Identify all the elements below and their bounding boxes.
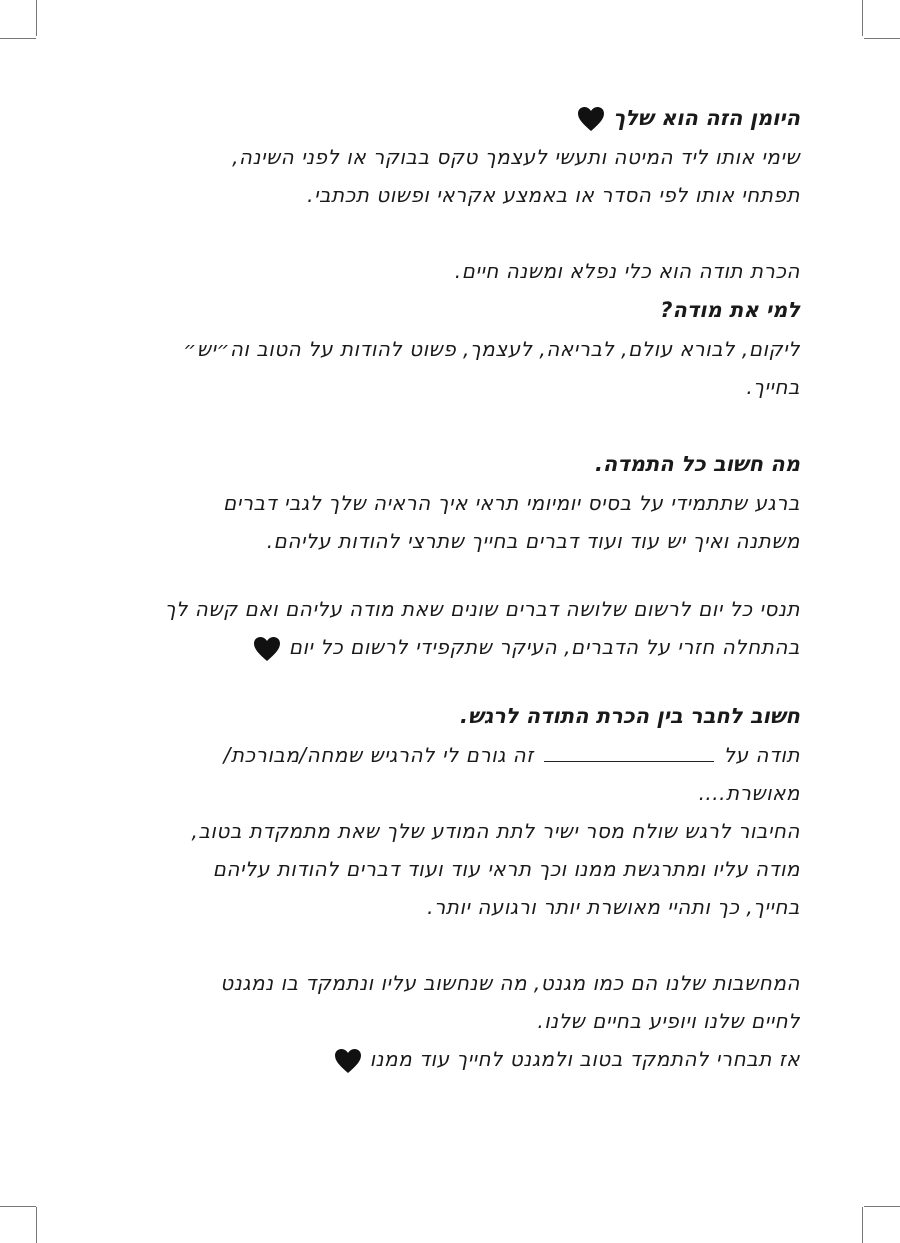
section6-line-3: אז תבחרי להתמקד בטוב ולמגנט לחייך עוד ממנו (100, 1040, 800, 1078)
section2-line-1: ליקום, לבורא עולם, לבריאה, לעצמך, פשוט להודות על הטוב וה״יש״ (183, 337, 800, 361)
crop-mark-top-left (36, 0, 37, 36)
section5-template-cont: מאושרת.... (698, 781, 800, 805)
section2-line-2: בחייך. (746, 375, 800, 399)
journal-page (100, 98, 800, 1078)
crop-mark-bottom-right (862, 1207, 863, 1243)
section1-line-1: שימי אותו ליד המיטה ותעשי לעצמך טקס בבוקר או לפני השינה, (232, 145, 800, 169)
crop-mark-bottom-left (36, 1207, 37, 1243)
heart-icon (334, 1048, 362, 1074)
fill-in-blank (544, 739, 714, 762)
section6-line-1: המחשבות שלנו הם כמו מגנט, מה שנחשוב עליו ונתמקד בו נמגנט (220, 971, 800, 995)
heart-icon (577, 106, 605, 132)
section5-template-line: תודה עלזה גורם לי להרגיש שמחה/מבורכת/ (100, 736, 800, 774)
section2-statement: הכרת תודה הוא כלי נפלא ומשנה חיים. (454, 259, 800, 283)
section5-title: חשוב לחבר בין הכרת התודה לרגש. (460, 704, 800, 728)
section5-line-1: החיבור לרגש שולח מסר ישיר לתת המודע שלך שאת מתמקדת בטוב, (191, 819, 800, 843)
crop-mark-top-right (862, 0, 863, 36)
heart-icon (253, 636, 281, 662)
section3-line-2: משתנה ואיך יש עוד ועוד דברים בחייך שתרצי להודות עליהם. (266, 529, 800, 553)
section6-line-2: לחיים שלנו ויופיע בחיים שלנו. (537, 1009, 800, 1033)
section1-title: היומן הזה הוא שלך (100, 98, 800, 138)
section3-title: מה חשוב כל התמדה. (594, 452, 800, 476)
section2-title: למי את מודה? (660, 298, 800, 322)
section1-line-2: תפתחי אותו לפי הסדר או באמצע אקראי ופשוט תכתבי. (307, 183, 800, 207)
section4-line-2: בהתחלה חזרי על הדברים, העיקר שתקפידי לרשום כל יום (100, 628, 800, 666)
crop-mark-right-top (864, 38, 900, 39)
section4-line-1: תנסי כל יום לרשום שלושה דברים שונים שאת מודה עליהם ואם קשה לך (164, 597, 800, 621)
section3-line-1: ברגע שתתמידי על בסיס יומיומי תראי איך הראיה שלך לגבי דברים (222, 491, 800, 515)
section5-line-2: מודה עליו ומתרגשת ממנו וכך תראי עוד ועוד דברים להודות עליהם (212, 857, 800, 881)
crop-mark-left-top (0, 38, 36, 39)
section5-line-3: בחייך, כך ותהיי מאושרת יותר ורגועה יותר. (427, 895, 800, 919)
crop-mark-left-bottom (0, 1206, 36, 1207)
crop-mark-right-bottom (864, 1206, 900, 1207)
